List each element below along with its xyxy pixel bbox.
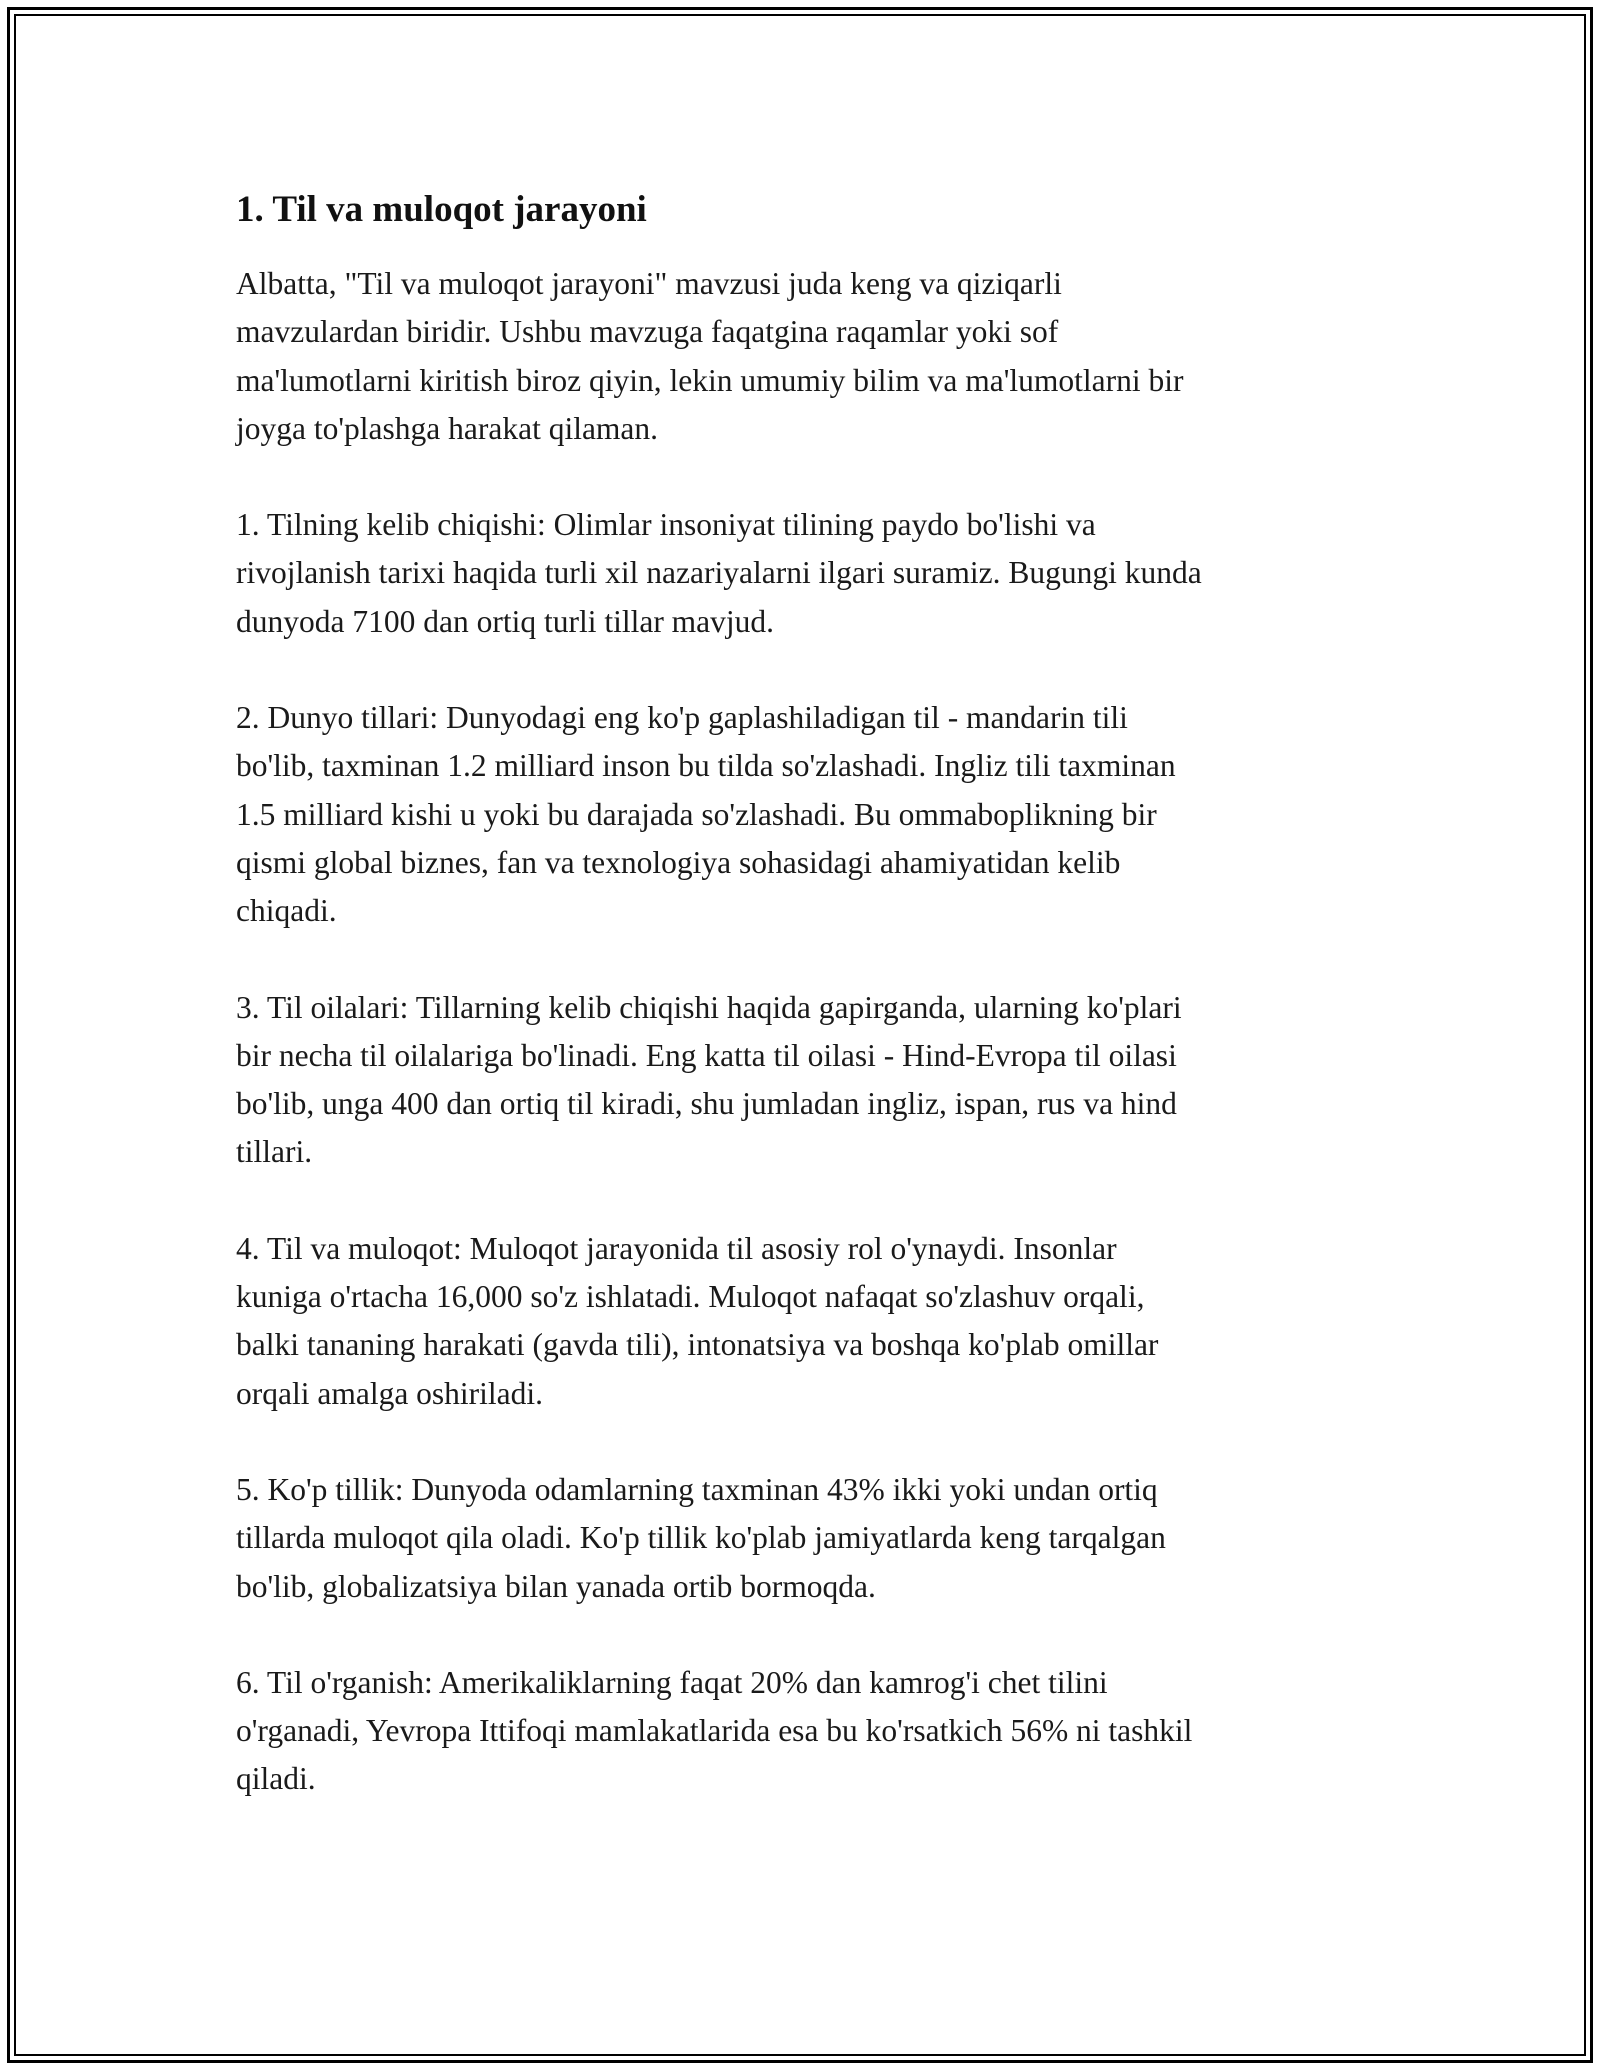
section-multilingualism: 5. Ko'p tillik: Dunyoda odamlarning taxminan 43% ikki yoki undan ortiq tillarda muloqot qila oladi. Ko'p tillik ko'plab jamiyatlarda keng tarqalgan bo'lib, globalizatsiya bilan yanada ortib bormoqda. bbox=[236, 1471, 1166, 1604]
section-language-and-communication: 4. Til va muloqot: Muloqot jarayonida til asosiy rol o'ynaydi. Insonlar kuniga o'rtacha 16,000 so'z ishlatadi. Muloqot nafaqat so'zlashuv orqali, balki tananing harakati (gavda tili), intonatsiya va boshqa ko'plab omillar orqali amalga oshiriladi. bbox=[236, 1230, 1159, 1411]
document-body bbox=[236, 186, 1376, 1852]
document-title: 1. Til va muloqot jarayoni bbox=[236, 189, 647, 230]
intro-paragraph: Albatta, "Til va muloqot jarayoni" mavzusi juda keng va qiziqarli mavzulardan biridir. Ushbu mavzuga faqatgina raqamlar yoki sof ma'lumotlarni kiritish biroz qiyin, lekin umumiy bilim va ma'lumotlarni bir joyga to'plashga harakat qilaman. bbox=[236, 266, 1184, 446]
section-world-languages: 2. Dunyo tillari: Dunyodagi eng ko'p gaplashiladigan til - mandarin tili bo'lib, taxminan 1.2 milliard inson bu tilda so'zlashadi. Ingliz tili taxminan 1.5 milliard kishi u yoki bu darajada so'zlashadi. Bu ommaboplikning bir qismi global biznes, fan va texnologiya sohasidagi ahamiyatidan kelib chiqadi. bbox=[236, 700, 1176, 929]
section-origin-of-language: 1. Tilning kelib chiqishi: Olimlar insoniyat tilining paydo bo'lishi va rivojlanish tarixi haqida turli xil nazariyalarni ilgari suramiz. Bugungi kunda dunyoda 7100 dan ortiq turli tillar mavjud. bbox=[236, 507, 1202, 639]
section-language-families: 3. Til oilalari: Tillarning kelib chiqishi haqida gapirganda, ularning ko'plari bir necha til oilalariga bo'linadi. Eng katta til oilasi - Hind-Evropa til oilasi bo'lib, unga 400 dan ortiq til kiradi, shu jumladan ingliz, ispan, rus va hind tillari. bbox=[236, 989, 1182, 1170]
section-language-learning: 6. Til o'rganish: Amerikaliklarning faqat 20% dan kamrog'i chet tilini o'rganadi, Yevropa Ittifoqi mamlakatlarida esa bu ko'rsatkich 56% ni tashkil qiladi. bbox=[236, 1664, 1193, 1797]
